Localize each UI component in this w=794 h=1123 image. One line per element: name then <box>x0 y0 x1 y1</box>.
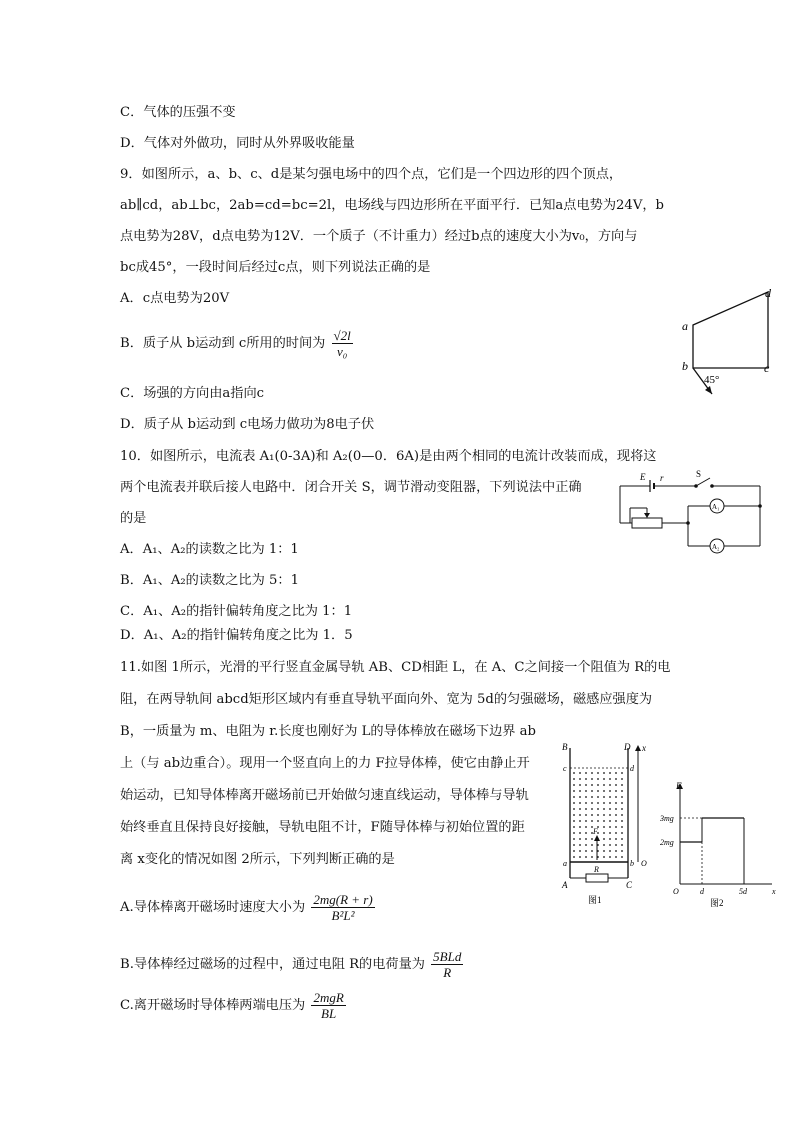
field-dot <box>615 820 617 822</box>
field-dot <box>597 820 599 822</box>
fig1-label-a: a <box>563 859 567 868</box>
field-dot <box>597 790 599 792</box>
option-11b <box>120 949 463 980</box>
option-10b: B．A₁、A₂的读数之比为 5：1 <box>120 573 299 588</box>
field-dot <box>591 784 593 786</box>
field-dot <box>603 796 605 798</box>
fig1-caption: 图1 <box>588 895 602 905</box>
formula-charge <box>431 949 463 980</box>
field-dot <box>585 820 587 822</box>
label-E: E <box>640 472 646 482</box>
question-9-line-3: 点电势为28V，d点电势为12V．一个质子（不计重力）经过b点的速度大小为v₀，方向与 <box>120 229 638 244</box>
formula-speed <box>311 892 374 923</box>
field-dot <box>573 778 575 780</box>
field-dot <box>573 838 575 840</box>
option-11c-text: C.离开磁场时导体棒两端电压为 <box>120 998 306 1013</box>
field-dot <box>585 802 587 804</box>
field-dot <box>615 772 617 774</box>
figure-1-rails <box>556 738 656 908</box>
field-dot <box>585 844 587 846</box>
field-dot <box>579 844 581 846</box>
magnetic-field-dots <box>573 772 623 858</box>
fig1-label-F: F <box>593 827 598 836</box>
option-11a <box>120 892 375 923</box>
field-dot <box>615 796 617 798</box>
fig2-caption: 图2 <box>710 898 724 908</box>
field-dot <box>597 772 599 774</box>
field-dot <box>615 808 617 810</box>
field-dot <box>615 850 617 852</box>
option-10d: D．A₁、A₂的指针偏转角度之比为 1．5 <box>120 628 353 643</box>
field-dot <box>591 808 593 810</box>
figure-circuit <box>600 468 770 558</box>
field-dot <box>573 790 575 792</box>
field-dot <box>609 772 611 774</box>
field-dot <box>603 772 605 774</box>
field-dot <box>579 850 581 852</box>
field-dot <box>621 820 623 822</box>
field-dot <box>615 802 617 804</box>
field-dot <box>579 796 581 798</box>
field-dot <box>615 790 617 792</box>
field-dot <box>621 832 623 834</box>
field-dot <box>585 832 587 834</box>
fig1-label-x: x <box>642 743 646 753</box>
field-dot <box>615 814 617 816</box>
label-r: r <box>660 473 664 483</box>
formula-time-den: v₀ <box>337 344 348 359</box>
question-10-line-1: 10．如图所示，电流表 A₁(0-3A)和 A₂(0—0．6A)是由两个相同的电流计改装而成，现将这 <box>120 449 657 464</box>
question-9-line-4: bc成45°，一段时间后经过c点，则下列说法正确的是 <box>120 260 431 275</box>
question-10-line-3: 的是 <box>120 511 147 526</box>
formula-speed-num: 2mg(R + r) <box>313 892 373 907</box>
field-dot <box>603 790 605 792</box>
option-9c: C．场强的方向由a指向c <box>120 386 265 401</box>
field-dot <box>621 802 623 804</box>
field-dot <box>621 814 623 816</box>
field-dot <box>603 814 605 816</box>
fig2-tick-5d: 5d <box>739 887 747 896</box>
field-dot <box>597 802 599 804</box>
option-9b <box>120 328 353 359</box>
field-dot <box>579 838 581 840</box>
field-dot <box>603 844 605 846</box>
question-9-line-1: 9．如图所示，a、b、c、d是某匀强电场中的四个点，它们是一个四边形的四个顶点， <box>120 167 623 182</box>
field-dot <box>573 820 575 822</box>
field-dot <box>585 772 587 774</box>
figure-quadrilateral <box>670 280 785 405</box>
formula-speed-den: B²L² <box>331 908 355 923</box>
field-dot <box>579 778 581 780</box>
field-dot <box>597 796 599 798</box>
field-dot <box>615 856 617 858</box>
field-dot <box>609 814 611 816</box>
label-c: c <box>764 361 770 375</box>
field-dot <box>585 808 587 810</box>
field-dot <box>585 778 587 780</box>
field-dot <box>585 790 587 792</box>
rheostat-body <box>632 518 662 528</box>
field-dot <box>591 814 593 816</box>
field-dot <box>603 808 605 810</box>
field-dot <box>615 844 617 846</box>
field-dot <box>609 856 611 858</box>
field-dot <box>597 778 599 780</box>
field-dot <box>573 802 575 804</box>
question-11-line-5: 始运动，已知导体棒离开磁场前已开始做匀速直线运动，导体棒与导轨 <box>120 788 529 803</box>
field-dot <box>579 814 581 816</box>
fig1-label-b: b <box>630 859 634 868</box>
formula-voltage <box>311 990 345 1021</box>
field-dot <box>609 778 611 780</box>
velocity-arrowhead <box>705 386 712 394</box>
fig2-tick-3mg: 3mg <box>660 814 674 823</box>
field-dot <box>615 832 617 834</box>
field-dot <box>591 856 593 858</box>
field-dot <box>585 814 587 816</box>
field-dot <box>585 856 587 858</box>
question-11-line-1: 11.如图 1所示，光滑的平行竖直金属导轨 AB、CD相距 L，在 A、C之间接一个阻值为 R的电 <box>120 660 671 675</box>
field-dot <box>579 784 581 786</box>
field-dot <box>591 838 593 840</box>
field-dot <box>579 832 581 834</box>
field-dot <box>603 802 605 804</box>
option-10a: A．A₁、A₂的读数之比为 1：1 <box>120 542 299 557</box>
field-dot <box>591 844 593 846</box>
option-9b-text: B．质子从 b运动到 c所用的时间为 <box>120 336 326 351</box>
fig2-label-x: x <box>772 887 776 896</box>
field-dot <box>609 808 611 810</box>
label-A2: A₂ <box>712 543 720 551</box>
field-dot <box>609 820 611 822</box>
field-dot <box>573 832 575 834</box>
field-dot <box>621 844 623 846</box>
field-dot <box>615 826 617 828</box>
field-dot <box>621 784 623 786</box>
option-11a-text: A.导体棒离开磁场时速度大小为 <box>120 900 306 915</box>
resistor-R <box>586 874 608 882</box>
field-dot <box>585 850 587 852</box>
fig2-label-F: F <box>676 781 682 791</box>
label-S: S <box>696 469 702 479</box>
fig1-label-D: D <box>624 742 631 752</box>
field-dot <box>609 826 611 828</box>
fig1-label-R: R <box>594 865 599 874</box>
fig1-label-C: C <box>626 880 633 890</box>
field-dot <box>591 796 593 798</box>
field-dot <box>591 820 593 822</box>
label-d: d <box>765 286 771 300</box>
quadrilateral-shape <box>693 292 768 368</box>
field-dot <box>579 826 581 828</box>
fig2-tick-d: d <box>700 887 704 896</box>
option-9d: D．质子从 b运动到 c电场力做功为8电子伏 <box>120 417 375 432</box>
field-dot <box>591 802 593 804</box>
field-dot <box>573 814 575 816</box>
fig1-label-d: d <box>630 764 634 773</box>
field-dot <box>579 790 581 792</box>
field-dot <box>573 772 575 774</box>
label-b: b <box>682 359 688 373</box>
fig1-label-A: A <box>562 880 568 890</box>
field-dot <box>621 790 623 792</box>
fig1-label-c: c <box>563 764 567 773</box>
field-dot <box>603 856 605 858</box>
fig2-tick-2mg: 2mg <box>660 838 674 847</box>
field-dot <box>621 796 623 798</box>
field-dot <box>609 844 611 846</box>
field-dot <box>579 820 581 822</box>
option-11b-text: B.导体棒经过磁场的过程中，通过电阻 R的电荷量为 <box>120 957 425 972</box>
formula-voltage-num: 2mgR <box>313 990 344 1005</box>
field-dot <box>591 778 593 780</box>
option-8d: D．气体对外做功，同时从外界吸收能量 <box>120 136 355 151</box>
field-dot <box>603 832 605 834</box>
field-dot <box>585 838 587 840</box>
field-dot <box>579 802 581 804</box>
field-dot <box>597 808 599 810</box>
label-A1: A₁ <box>712 503 720 511</box>
field-dot <box>609 796 611 798</box>
formula-charge-den: R <box>443 965 452 980</box>
field-dot <box>615 838 617 840</box>
field-dot <box>597 814 599 816</box>
field-dot <box>615 778 617 780</box>
field-dot <box>621 850 623 852</box>
field-dot <box>573 808 575 810</box>
field-dot <box>585 826 587 828</box>
formula-time <box>332 328 353 359</box>
option-10c: C．A₁、A₂的指针偏转角度之比为 1：1 <box>120 604 353 619</box>
figure-2-graph <box>660 780 780 908</box>
option-9a: A．c点电势为20V <box>120 291 230 306</box>
question-11-line-2: 阻，在两导轨间 abcd矩形区域内有垂直导轨平面向外、宽为 5d的匀强磁场，磁感应强度为 <box>120 692 653 707</box>
field-dot <box>573 850 575 852</box>
field-dot <box>621 778 623 780</box>
field-dot <box>591 772 593 774</box>
label-a: a <box>682 319 688 333</box>
field-dot <box>573 856 575 858</box>
field-dot <box>603 826 605 828</box>
field-dot <box>591 850 593 852</box>
field-dot <box>609 832 611 834</box>
field-dot <box>621 808 623 810</box>
field-dot <box>573 826 575 828</box>
question-11-line-3: B，一质量为 m、电阻为 r.长度也刚好为 L的导体棒放在磁场下边界 ab <box>120 724 536 739</box>
field-dot <box>597 784 599 786</box>
question-11-line-7: 离 x变化的情况如图 2所示，下列判断正确的是 <box>120 852 395 867</box>
question-11-line-6: 始终垂直且保持良好接触，导轨电阻不计，F随导体棒与初始位置的距 <box>120 820 525 835</box>
field-dot <box>621 826 623 828</box>
field-dot <box>603 820 605 822</box>
field-dot <box>585 796 587 798</box>
field-dot <box>603 838 605 840</box>
question-10-line-2: 两个电流表并联后接人电路中．闭合开关 S，调节滑动变阻器，下列说法中正确 <box>120 480 582 495</box>
formula-time-num: √2l <box>333 328 351 343</box>
field-dot <box>591 790 593 792</box>
field-dot <box>573 844 575 846</box>
field-dot <box>621 856 623 858</box>
option-11c <box>120 990 346 1021</box>
formula-voltage-den: BL <box>321 1006 337 1021</box>
option-8c: C．气体的压强不变 <box>120 105 236 120</box>
fig1-label-O: O <box>641 859 647 868</box>
label-angle: 45° <box>704 374 720 386</box>
question-11-line-4: 上（与 ab边重合）。现用一个竖直向上的力 F拉导体棒，使它由静止开 <box>120 756 530 771</box>
field-dot <box>579 856 581 858</box>
field-dot <box>609 850 611 852</box>
field-dot <box>609 838 611 840</box>
field-dot <box>621 772 623 774</box>
field-dot <box>573 796 575 798</box>
field-dot <box>609 790 611 792</box>
field-dot <box>603 778 605 780</box>
field-dot <box>603 784 605 786</box>
switch-blade <box>696 478 710 486</box>
field-dot <box>573 784 575 786</box>
field-dot <box>579 772 581 774</box>
field-dot <box>621 838 623 840</box>
field-dot <box>603 850 605 852</box>
field-dot <box>579 808 581 810</box>
fig2-label-O: O <box>673 887 679 896</box>
field-dot <box>609 784 611 786</box>
formula-charge-num: 5BLd <box>433 949 462 964</box>
question-9-line-2: ab∥cd，ab⊥bc，2ab=cd=bc=2l，电场线与四边形所在平面平行．已知a点电势为24V，b <box>120 198 664 213</box>
field-dot <box>615 784 617 786</box>
field-dot <box>585 784 587 786</box>
field-dot <box>609 802 611 804</box>
fig1-label-B: B <box>562 742 568 752</box>
